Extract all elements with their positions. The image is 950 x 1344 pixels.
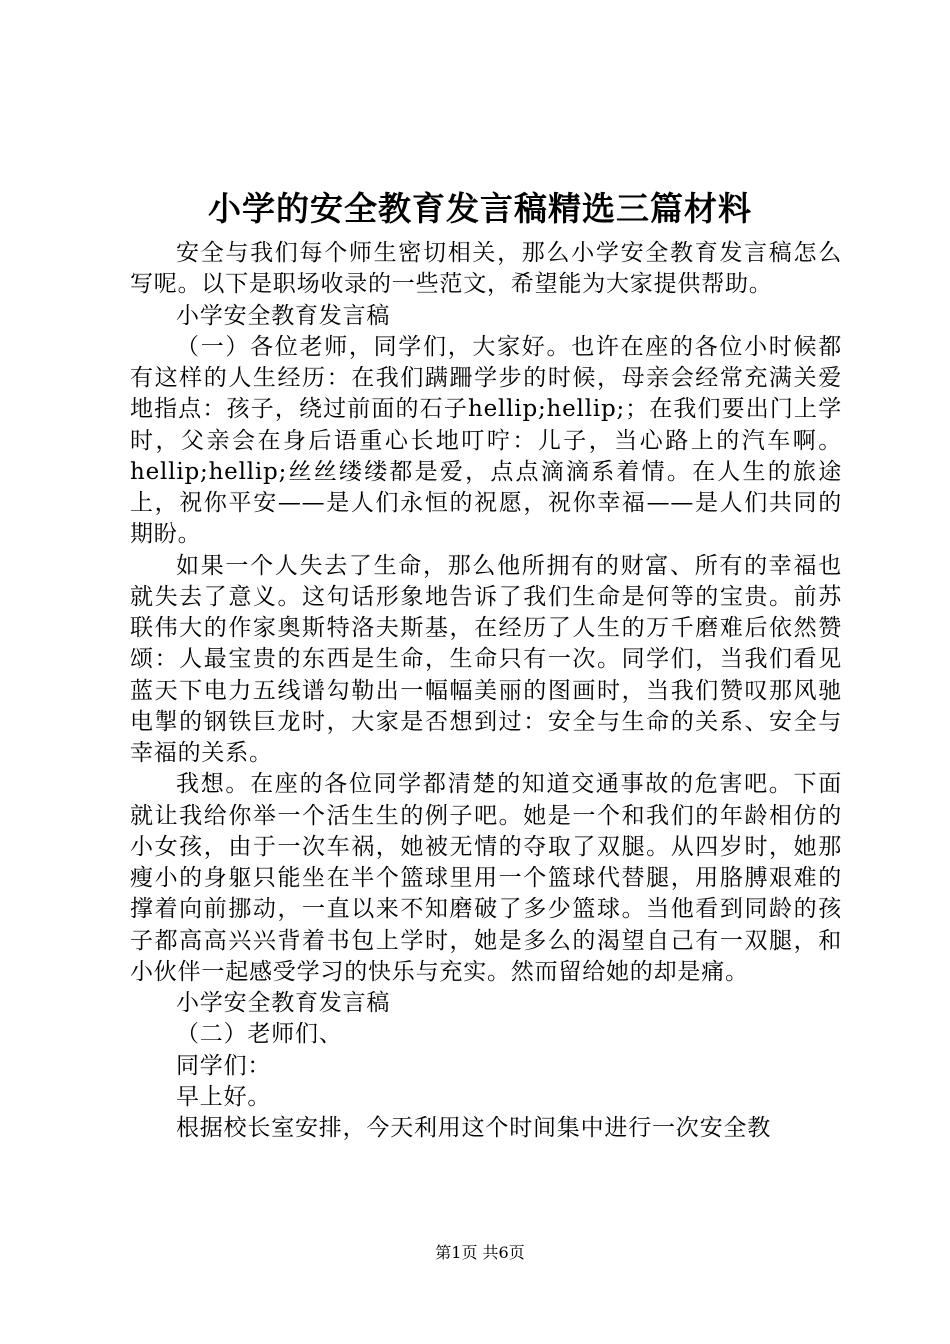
section-heading-1: 小学安全教育发言稿 — [176, 302, 391, 329]
paragraph-3: 我想。在座的各位同学都清楚的知道交通事故的危害吧。下面就让我给你举一个活生生的例子吧。她是一个和我们的年龄相仿的小女孩，由于一次车祸，她被无情的夺取了双腿。从四岁时，她那瘦小的身躯只能坐在半个篮球里用一个篮球代替腿，用胳膊艰难的撑着向前挪动，一直以来不知磨破了多少篮球。当他看到同龄的孩子都高高兴兴背着书包上学时，她是多么的渴望自己有一双腿，和小伙伴一起感受学习的快乐与充实。然而留给她的却是痛。 — [130, 771, 842, 985]
paragraph-1: （一）各位老师，同学们，大家好。也许在座的各位小时候都有这样的人生经历：在我们蹒跚学步的时候，母亲会经常充满关爱地指点：孩子，绕过前面的石子hellip;hellip;；在我们要出门上学时，父亲会在身后语重心长地叮咛：儿子，当心路上的汽车啊。hellip;hellip;丝丝缕缕都是爱，点点滴滴系着情。在人生的旅途上，祝你平安——是人们永恒的祝愿，祝你幸福——是人们共同的期盼。 — [130, 333, 842, 548]
paragraph-6: 早上好。 — [176, 1083, 272, 1110]
paragraph-intro: 安全与我们每个师生密切相关，那么小学安全教育发言稿怎么写呢。以下是职场收录的一些范文，希望能为大家提供帮助。 — [130, 240, 842, 298]
page-footer: 第1页 共6页 — [435, 1243, 525, 1262]
paragraph-2: 如果一个人失去了生命，那么他所拥有的财富、所有的幸福也就失去了意义。这句话形象地告诉了我们生命是何等的宝贵。前苏联伟大的作家奥斯特洛夫斯基，在经历了人生的万千磨难后依然赞颂：人最宝贵的东西是生命，生命只有一次。同学们，当我们看见蓝天下电力五线谱勾勒出一幅幅美丽的图画时，当我们赞叹那风驰电掣的钢铁巨龙时，大家是否想到过：安全与生命的关系、安全与幸福的关系。 — [130, 552, 842, 766]
paragraph-5: 同学们： — [176, 1052, 272, 1079]
paragraph-4: （二）老师们、 — [176, 1021, 343, 1048]
document-body — [130, 238, 842, 1144]
section-heading-2: 小学安全教育发言稿 — [176, 990, 391, 1016]
paragraph-7: 根据校长室安排，今天利用这个时间集中进行一次安全教 — [176, 1115, 771, 1141]
document-title: 小学的安全教育发言稿精选三篇材料 — [208, 189, 752, 228]
